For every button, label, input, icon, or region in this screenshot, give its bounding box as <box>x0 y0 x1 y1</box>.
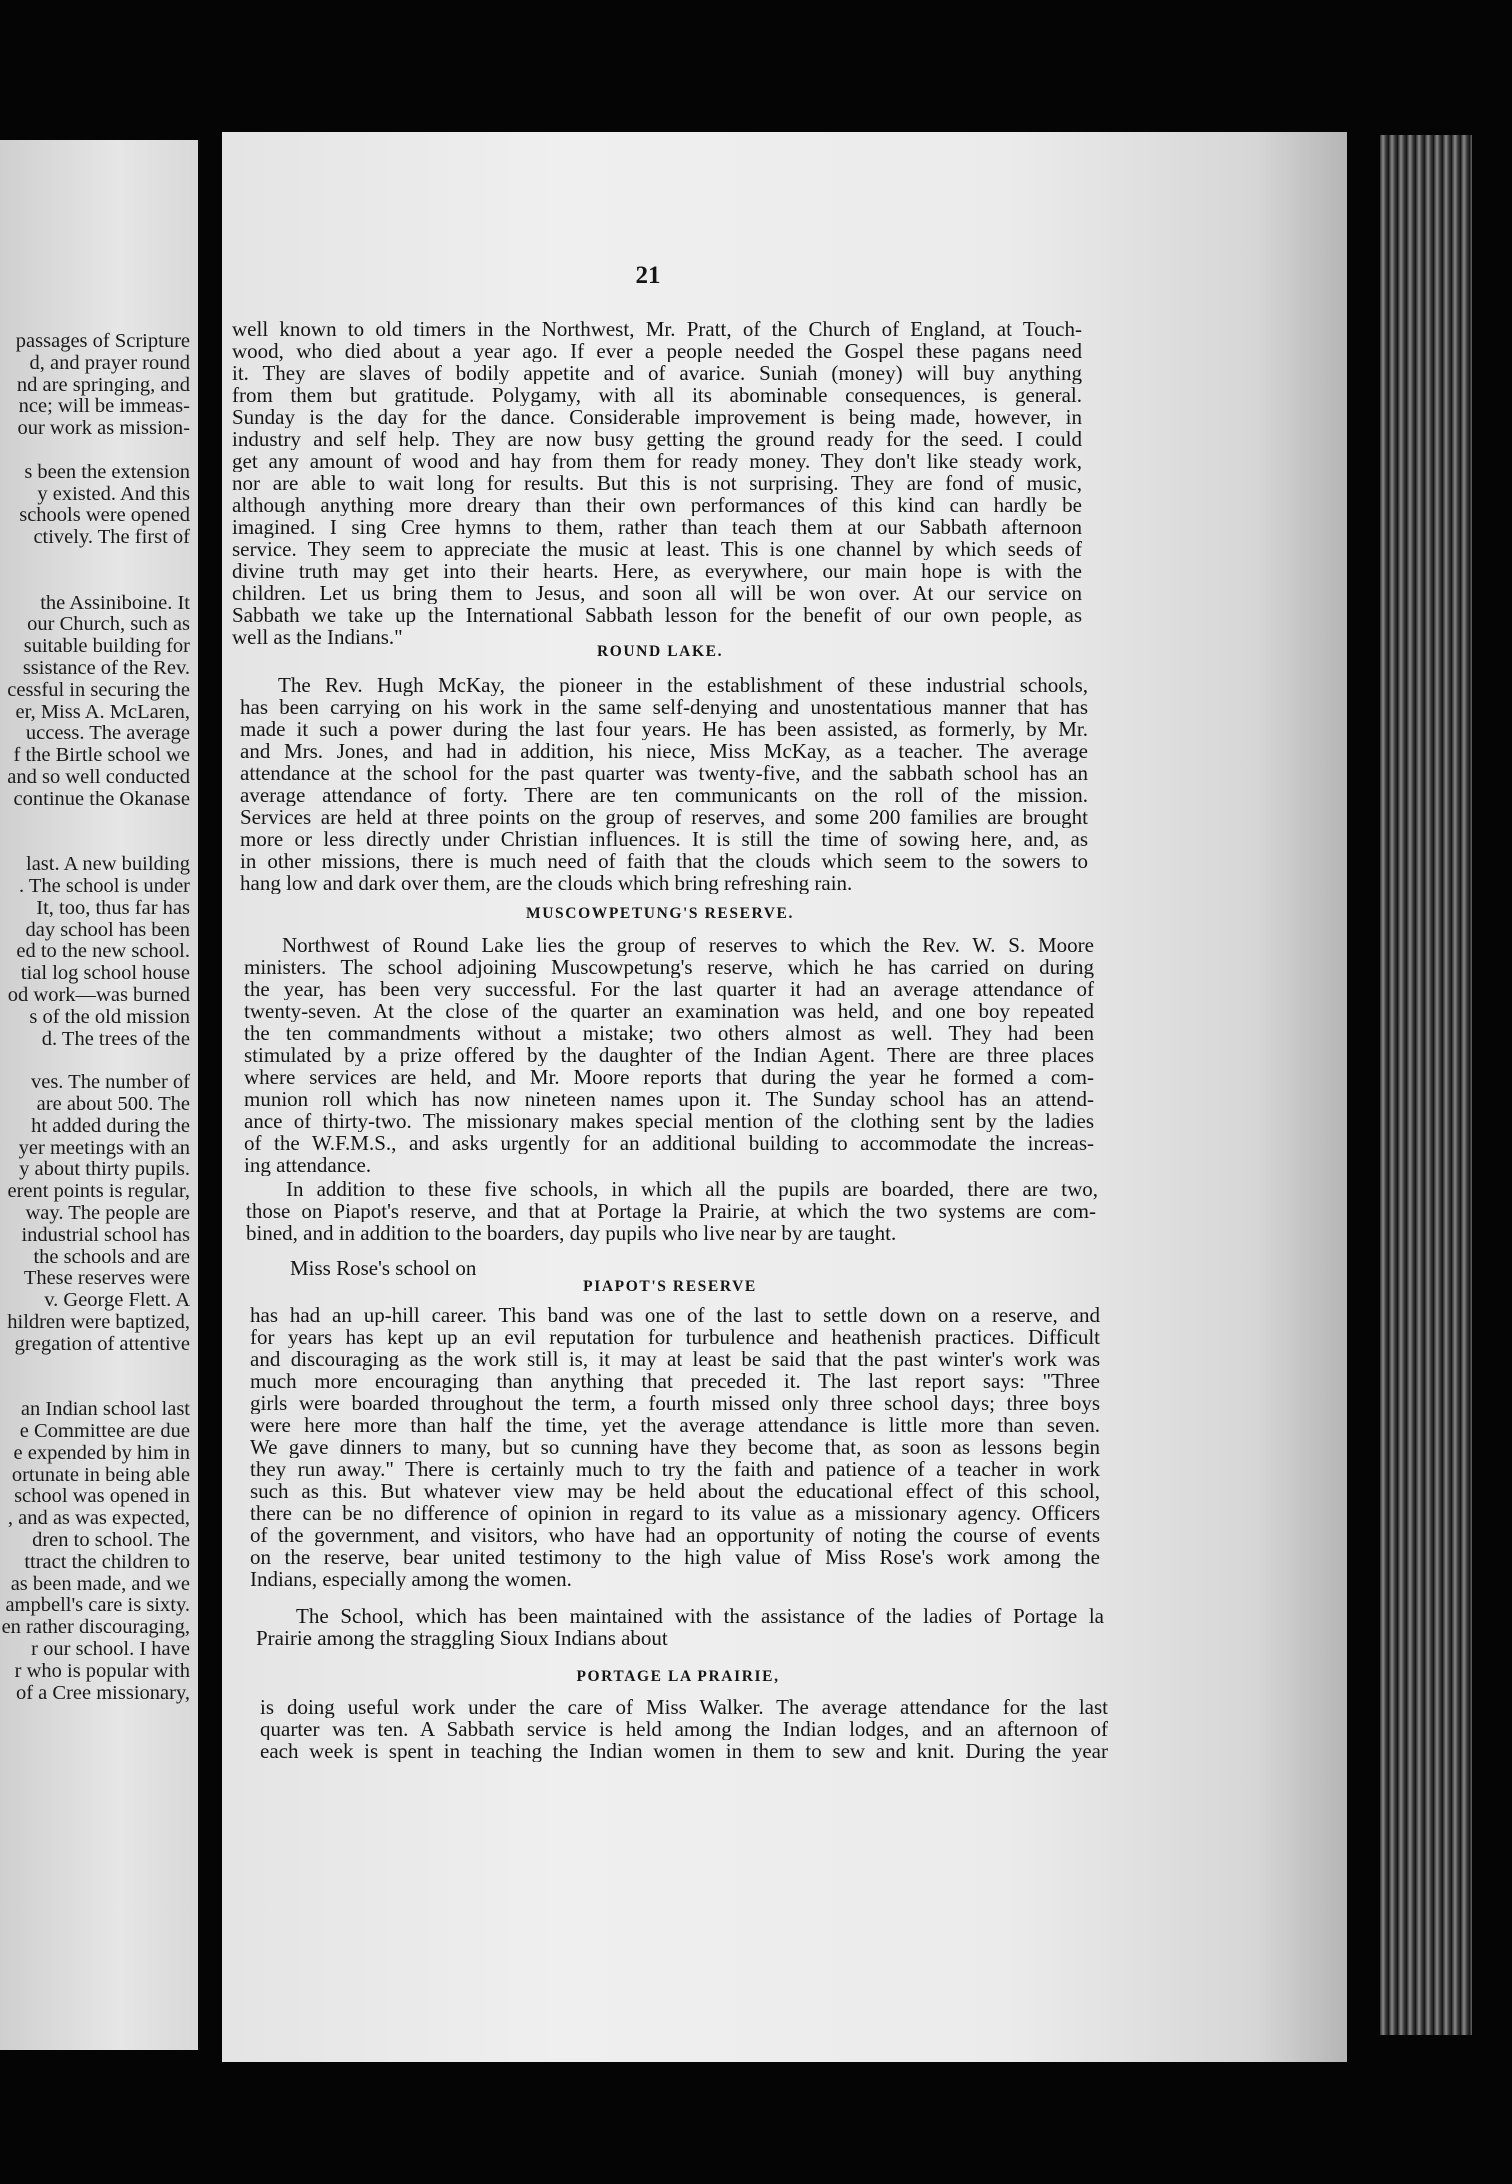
paragraph-line: get any amount of wood and hay from them for ready money. They don't like steady work, <box>232 450 1082 472</box>
paragraph-line: and Mrs. Jones, and had in addition, his niece, Miss McKay, as a teacher. The average <box>240 740 1088 762</box>
left-page-line: ampbell's care is sixty. <box>5 1594 190 1617</box>
lead-in-line: Miss Rose's school on <box>290 1257 477 1279</box>
paragraph-line: each week is spent in teaching the Indian women in them to sew and knit. During the year <box>260 1740 1108 1762</box>
section-heading-muscowpetung: MUSCOWPETUNG'S RESERVE. <box>526 905 794 922</box>
paragraph-line: bined, and in addition to the boarders, day pupils who live near by are taught. <box>246 1222 897 1244</box>
left-page-line: f the Birtle school we <box>13 744 190 767</box>
left-page-line: dren to school. The <box>32 1529 190 1551</box>
left-page-line: ves. The number of <box>30 1071 190 1094</box>
left-page-line: y existed. And this <box>37 482 190 505</box>
book-gutter <box>198 140 222 2070</box>
left-page-line: , and as was expected, <box>7 1507 190 1530</box>
paragraph-line: from them but gratitude. Polygamy, with all its abominable consequences, is general. <box>232 384 1082 406</box>
paragraph-line: Indians, especially among the women. <box>250 1568 572 1590</box>
left-page-line: er, Miss A. McLaren, <box>15 700 190 723</box>
left-page-line: These reserves were <box>23 1267 190 1290</box>
left-page-line: ortunate in being able <box>11 1463 190 1486</box>
left-page-line: an Indian school last <box>20 1398 190 1421</box>
paragraph-line: they run away." There is certainly much to try the faith and patience of a teacher in work <box>250 1458 1100 1480</box>
left-page-line: the Assiniboine. It <box>40 591 190 614</box>
paragraph-line: industry and self help. They are now busy getting the ground ready for the seed. I could <box>232 428 1082 450</box>
paragraph-line: of the W.F.M.S., and asks urgently for an additional building to accommodate the increas- <box>244 1132 1094 1154</box>
paragraph-line: Services are held at three points on the group of reserves, and some 200 families are brought <box>240 806 1088 828</box>
paragraph-line: although anything more dreary than their own performances of this kind can hardly be <box>232 494 1082 516</box>
paragraph-line: those on Piapot's reserve, and that at Portage la Prairie, at which the two systems are com- <box>246 1200 1096 1222</box>
paragraph-line: and discouraging as the work still is, it may at least be said that the past winter's work was <box>250 1348 1100 1370</box>
paragraph-line: such as this. But whatever view may be held about the educational effect of this school, <box>250 1480 1100 1502</box>
lead-in-line: Prairie among the straggling Sioux Indians about <box>256 1627 668 1649</box>
paragraph-line: girls were boarded throughout the term, a fourth missed only three school days; three boys <box>250 1392 1100 1414</box>
paragraph-line: on the reserve, bear united testimony to the high value of Miss Rose's work among the <box>250 1546 1100 1568</box>
left-page-line: day school has been <box>25 918 190 941</box>
left-page-line: tial log school house <box>20 962 190 985</box>
paragraph-line: much more encouraging than anything that preceded it. The last report says: "Three <box>250 1370 1100 1392</box>
paragraph-line: the year, has been very successful. For the last quarter it had an average attendance of <box>244 978 1094 1000</box>
paragraph-line: attendance at the school for the past quarter was twenty-five, and the sabbath school has an <box>240 762 1088 784</box>
left-page-line: the schools and are <box>33 1245 190 1268</box>
paragraph-line: quarter was ten. A Sabbath service is held among the Indian lodges, and an afternoon of <box>260 1718 1108 1740</box>
paragraph-line: has had an up-hill career. This band was one of the last to settle down on a reserve, and <box>250 1304 1100 1326</box>
paragraph-line: were here more than half the time, yet the average attendance is little more than seven. <box>250 1414 1100 1436</box>
left-page-line: . The school is under <box>19 875 190 897</box>
paragraph-line: is doing useful work under the care of Miss Walker. The average attendance for the last <box>260 1696 1108 1718</box>
left-page-line: ht added during the <box>31 1114 190 1137</box>
left-page-line: continue the Okanase <box>13 787 190 810</box>
paragraph-line: Sabbath we take up the International Sabbath lesson for the benefit of our own people, as <box>232 604 1082 626</box>
paragraph-line: there can be no difference of opinion in regard to its value as a missionary agency. Officers <box>250 1502 1100 1524</box>
left-page-line: ssistance of the Rev. <box>22 657 190 679</box>
paragraph-line: divine truth may get into their hearts. Here, as everywhere, our main hope is with the <box>232 560 1082 582</box>
paragraph-line: where services are held, and Mr. Moore reports that during the year he formed a com- <box>244 1066 1094 1088</box>
left-page-line: yer meetings with an <box>18 1136 190 1159</box>
paragraph-line: of the government, and visitors, who have had an opportunity of noting the course of events <box>250 1524 1100 1546</box>
left-page-line: r our school. I have <box>31 1638 190 1660</box>
left-page-line: ctively. The first of <box>33 526 190 549</box>
paragraph-line: for years has kept up an evil reputation for turbulence and heathenish practices. Difficult <box>250 1326 1100 1348</box>
section-heading-portage: PORTAGE LA PRAIRIE, <box>576 1668 780 1685</box>
left-page-line: are about 500. The <box>36 1093 190 1115</box>
left-page-line: suitable building for <box>23 635 190 658</box>
left-page-line: last. A new building <box>26 853 190 876</box>
paragraph-line: munion roll which has now nineteen names upon it. The Sunday school has an attend- <box>244 1088 1094 1110</box>
left-page-line: d, and prayer round <box>29 351 190 374</box>
left-page-line: It, too, thus far has <box>36 896 190 919</box>
left-page-line: cessful in securing the <box>7 678 190 701</box>
paragraph-line: well known to old timers in the Northwest, Mr. Pratt, of the Church of England, at Touch- <box>232 318 1082 340</box>
left-page-line: gregation of attentive <box>14 1332 190 1355</box>
left-page-line: industrial school has <box>21 1223 190 1246</box>
left-page-line: s of the old mission <box>29 1005 190 1028</box>
paragraph-line: hang low and dark over them, are the clouds which bring refreshing rain. <box>240 872 853 894</box>
paragraph-line: stimulated by a prize offered by the daughter of the Indian Agent. There are three places <box>244 1044 1094 1066</box>
section-heading-round-lake: ROUND LAKE. <box>596 643 724 660</box>
paragraph-line: more or less directly under Christian influences. It is still the time of sowing here, and, as <box>240 828 1088 850</box>
paragraph-line: ing attendance. <box>244 1154 372 1176</box>
left-page-line: passages of Scripture <box>15 330 190 352</box>
paragraph-line: it. They are slaves of bodily appetite and of avarice. Suniah (money) will buy anything <box>232 362 1082 384</box>
paragraph-line: imagined. I sing Cree hymns to them, rather than teach them at our Sabbath afternoon <box>232 516 1082 538</box>
left-page-line: e Committee are due <box>19 1420 190 1442</box>
left-page-line: schools were opened <box>19 504 190 527</box>
paragraph-line: nor are able to wait long for results. But this is not surprising. They are fond of music, <box>232 472 1082 494</box>
paragraph-line: ance of thirty-two. The missionary makes special mention of the clothing sent by the ladies <box>244 1110 1094 1132</box>
left-page-line: erent points is regular, <box>7 1180 190 1203</box>
page-stack-edges <box>1380 135 1472 2035</box>
left-page-line: our work as mission- <box>17 417 190 440</box>
left-page-line: as been made, and we <box>10 1572 190 1595</box>
left-page-line: e expended by him in <box>13 1441 190 1464</box>
left-page-line: hildren were baptized, <box>7 1311 190 1333</box>
paragraph-line: In addition to these five schools, in which all the pupils are boarded, there are two, <box>286 1178 1098 1200</box>
left-page-line: nd are springing, and <box>16 373 190 396</box>
left-page-line: way. The people are <box>25 1202 190 1224</box>
left-page-line: ttract the children to <box>24 1550 190 1573</box>
paragraph-line: twenty-seven. At the close of the quarter an examination was held, and one boy repeated <box>244 1000 1094 1022</box>
left-page-line: and so well conducted <box>7 766 190 788</box>
paragraph-line: wood, who died about a year ago. If ever a people needed the Gospel these pagans need <box>232 340 1082 362</box>
left-page-line: s been the extension <box>24 460 190 483</box>
left-page-line: r who is popular with <box>14 1659 190 1682</box>
paragraph-line: Northwest of Round Lake lies the group of reserves to which the Rev. W. S. Moore <box>282 934 1094 956</box>
left-page-line: our Church, such as <box>27 613 190 636</box>
paragraph-line: The Rev. Hugh McKay, the pioneer in the establishment of these industrial schools, <box>278 674 1088 696</box>
paragraph-line: has been carrying on his work in the same self-denying and unostentatious manner that has <box>240 696 1088 718</box>
left-page-line: uccess. The average <box>25 722 190 745</box>
paragraph-line: children. Let us bring them to Jesus, and soon all will be won over. At our service on <box>232 582 1082 604</box>
left-page-line: of a Cree missionary, <box>15 1681 190 1704</box>
paragraph-line: average attendance of forty. There are ten communicants on the roll of the mission. <box>240 784 1088 806</box>
left-page-line: school was opened in <box>14 1485 190 1508</box>
paragraph-line: Sunday is the day for the dance. Considerable improvement is being made, however, in <box>232 406 1082 428</box>
left-page-line: d. The trees of the <box>41 1027 190 1050</box>
left-page-line: nce; will be immeas- <box>18 395 190 418</box>
paragraph-line: well as the Indians." <box>232 626 403 648</box>
paragraph-line: We gave dinners to many, but so cunning have they become that, as soon as lessons begin <box>250 1436 1100 1458</box>
page-number: 21 <box>635 262 661 289</box>
paragraph-line: in other missions, there is much need of faith that the clouds which seem to the sowers to <box>240 850 1088 872</box>
left-page-line: v. George Flett. A <box>44 1289 190 1312</box>
lead-in-line: The School, which has been maintained with the assistance of the ladies of Portage la <box>296 1605 1104 1627</box>
section-heading-piapot: PIAPOT'S RESERVE <box>583 1278 757 1295</box>
left-page-line: od work—was burned <box>7 984 190 1006</box>
previous-page-edge <box>0 140 198 2050</box>
left-page-line: ed to the new school. <box>16 940 190 963</box>
paragraph-line: ministers. The school adjoining Muscowpetung's reserve, which he has carried on during <box>244 956 1094 978</box>
left-page-line: en rather discouraging, <box>1 1616 190 1639</box>
paragraph-line: the ten commandments without a mistake; two others almost as well. They had been <box>244 1022 1094 1044</box>
left-page-line: y about thirty pupils. <box>19 1158 190 1181</box>
paragraph-line: service. They seem to appreciate the music at least. This is one channel by which seeds of <box>232 538 1082 560</box>
paragraph-line: made it such a power during the last four years. He has been assisted, as formerly, by Mr. <box>240 718 1088 740</box>
